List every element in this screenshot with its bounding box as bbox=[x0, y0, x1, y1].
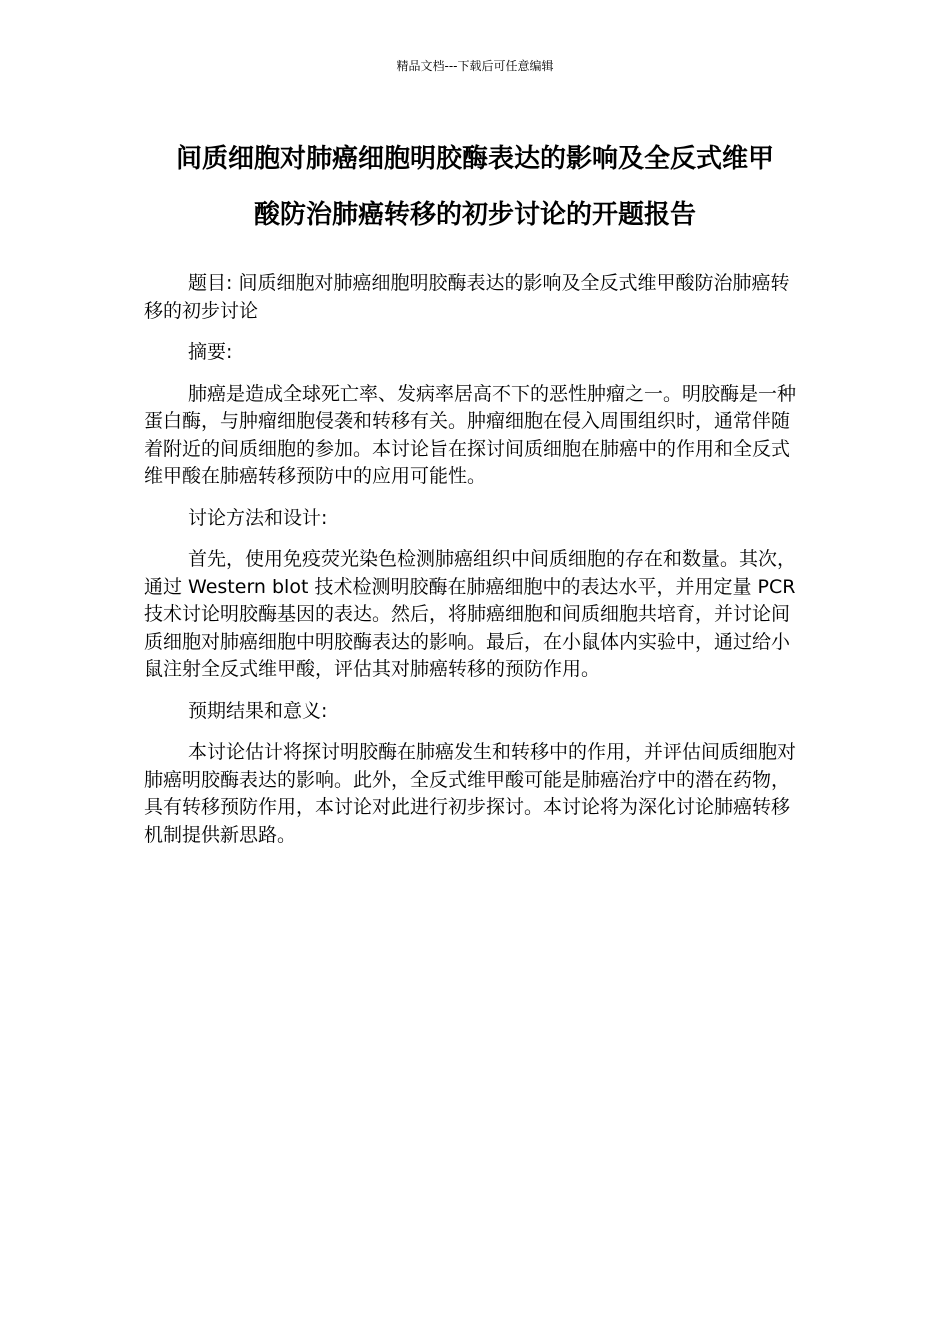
abstract-label: 摘要: bbox=[188, 341, 233, 363]
title-line-1: 间质细胞对肺癌细胞明胶酶表达的影响及全反式维甲 bbox=[175, 144, 774, 174]
results-paragraph: 本讨论估计将探讨明胶酶在肺癌发生和转移中的作用，并评估间质细胞对肺癌明胶酶表达的影响。此外，全反式维甲酸可能是肺癌治疗中的潜在药物，具有转移预防作用，本讨论对此进行初步探讨。本讨论将为深化讨论肺癌转移机制提供新思路。 bbox=[144, 741, 797, 846]
methods-label: 讨论方法和设计: bbox=[188, 506, 328, 529]
methods-paragraph: 首先，使用免疫荧光染色检测肺癌组织中间质细胞的存在和数量。其次，通过 Western blot 技术检测明胶酶在肺癌细胞中的表达水平，并用定量 PCR 技术讨论明胶酶基因的表达。然后，将肺癌细胞和间质细胞共培育，并讨论间质细胞对肺癌细胞中明胶酶表达的影响。最后，在小鼠体内实验中，通过给小鼠注射全反式维甲酸，评估其对肺癌转移的预防作用。 bbox=[144, 548, 797, 680]
topic-paragraph: 题目: 间质细胞对肺癌细胞明胶酶表达的影响及全反式维甲酸防治肺癌转移的初步讨论 bbox=[144, 272, 790, 322]
header-note: 精品文档---下载后可任意编辑 bbox=[396, 59, 554, 73]
title-line-2: 酸防治肺癌转移的初步讨论的开题报告 bbox=[253, 200, 696, 230]
abstract-paragraph: 肺癌是造成全球死亡率、发病率居高不下的恶性肿瘤之一。明胶酶是一种蛋白酶，与肿瘤细胞侵袭和转移有关。肿瘤细胞在侵入周围组织时，通常伴随着附近的间质细胞的参加。本讨论旨在探讨间质细胞在肺癌中的作用和全反式维甲酸在肺癌转移预防中的应用可能性。 bbox=[144, 382, 797, 487]
document-title bbox=[120, 131, 830, 243]
document-body bbox=[144, 270, 806, 863]
results-label: 预期结果和意义: bbox=[188, 699, 328, 722]
